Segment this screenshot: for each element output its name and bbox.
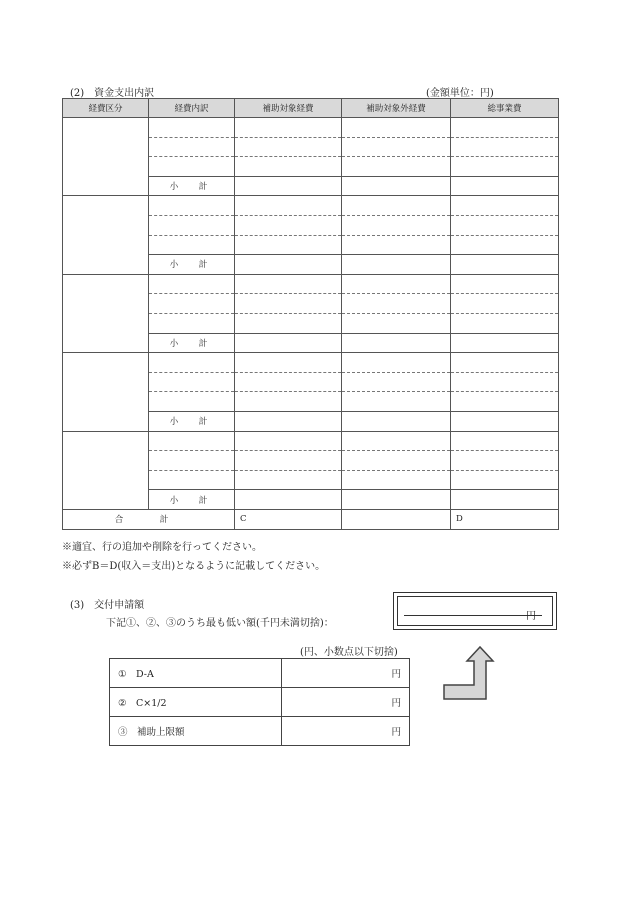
calc-row (110, 688, 410, 717)
category-cell[interactable] (63, 431, 149, 509)
calculation-table (109, 658, 410, 746)
table-row (63, 274, 559, 294)
total-cost-cell[interactable] (451, 215, 559, 235)
eligible-cell[interactable] (235, 451, 342, 471)
calc-row (110, 717, 410, 746)
table-row (63, 353, 559, 373)
header-ineligible: 補助対象外経費 (342, 99, 451, 118)
total-d-cell[interactable]: D (451, 509, 559, 529)
unit-label: (金額単位：円) (426, 88, 494, 99)
breakdown-cell[interactable] (149, 353, 235, 373)
breakdown-cell[interactable] (149, 235, 235, 255)
expenditure-body (63, 118, 559, 510)
expenditure-table (62, 98, 559, 530)
ineligible-cell[interactable] (342, 313, 451, 333)
total-cost-cell[interactable] (451, 176, 559, 196)
calc-row (110, 659, 410, 688)
category-cell[interactable] (63, 196, 149, 274)
ineligible-cell[interactable] (342, 137, 451, 157)
ineligible-cell[interactable] (342, 470, 451, 490)
calc-label-1: ① D-A (110, 659, 282, 688)
table-row (63, 118, 559, 138)
ineligible-cell[interactable] (342, 392, 451, 412)
ineligible-cell[interactable] (342, 372, 451, 392)
section3-instruction: 下記①、②、③のうち最も低い額(千円未満切捨)： (106, 618, 334, 629)
note-2: ※必ずB＝D(収入＝支出)となるように記載してください。 (62, 561, 326, 572)
ineligible-cell[interactable] (342, 294, 451, 314)
table-header-row (63, 99, 559, 118)
ineligible-cell[interactable] (342, 490, 451, 510)
section2-title: (2) 資金支出内訳 (70, 88, 155, 99)
total-cost-cell[interactable] (451, 255, 559, 275)
eligible-cell[interactable] (235, 118, 342, 138)
breakdown-cell[interactable] (149, 196, 235, 216)
total-cost-cell[interactable] (451, 118, 559, 138)
eligible-cell[interactable] (235, 255, 342, 275)
breakdown-cell[interactable] (149, 118, 235, 138)
table-row (63, 431, 559, 451)
breakdown-cell[interactable] (149, 451, 235, 471)
subtotal-label: 小 計 (149, 255, 235, 275)
table-row (63, 196, 559, 216)
note-1: ※適宜、行の追加や削除を行ってください。 (62, 542, 262, 553)
total-cost-cell[interactable] (451, 137, 559, 157)
total-row (63, 509, 559, 529)
total-cost-cell[interactable] (451, 392, 559, 412)
eligible-cell[interactable] (235, 431, 342, 451)
eligible-cell[interactable] (235, 274, 342, 294)
ineligible-cell[interactable] (342, 176, 451, 196)
ineligible-cell[interactable] (342, 196, 451, 216)
header-total-cost: 総事業費 (451, 99, 559, 118)
breakdown-cell[interactable] (149, 431, 235, 451)
total-cost-cell[interactable] (451, 411, 559, 431)
total-ineligible-cell[interactable] (342, 509, 451, 529)
ineligible-cell[interactable] (342, 333, 451, 353)
eligible-cell[interactable] (235, 490, 342, 510)
calc-label-2: ② C×1/2 (110, 688, 282, 717)
eligible-cell[interactable] (235, 392, 342, 412)
header-eligible: 補助対象経費 (235, 99, 342, 118)
eligible-cell[interactable] (235, 470, 342, 490)
total-cost-cell[interactable] (451, 235, 559, 255)
eligible-cell[interactable] (235, 313, 342, 333)
calc-value-3[interactable]: 円 (282, 717, 410, 746)
total-cost-cell[interactable] (451, 490, 559, 510)
breakdown-cell[interactable] (149, 215, 235, 235)
application-amount-underline (404, 615, 542, 616)
header-breakdown: 経費内訳 (149, 99, 235, 118)
up-arrow-icon (440, 643, 496, 703)
breakdown-cell[interactable] (149, 372, 235, 392)
total-cost-cell[interactable] (451, 470, 559, 490)
eligible-cell[interactable] (235, 294, 342, 314)
total-cost-cell[interactable] (451, 313, 559, 333)
eligible-cell[interactable] (235, 372, 342, 392)
total-cost-cell[interactable] (451, 196, 559, 216)
calc-label-3: ③ 補助上限額 (110, 717, 282, 746)
total-cost-cell[interactable] (451, 353, 559, 373)
category-cell[interactable] (63, 274, 149, 352)
total-cost-cell[interactable] (451, 451, 559, 471)
total-cost-cell[interactable] (451, 333, 559, 353)
breakdown-cell[interactable] (149, 313, 235, 333)
breakdown-cell[interactable] (149, 392, 235, 412)
subtotal-label: 小 計 (149, 333, 235, 353)
calc-value-2[interactable]: 円 (282, 688, 410, 717)
total-c-cell[interactable]: C (235, 509, 342, 529)
eligible-cell[interactable] (235, 411, 342, 431)
breakdown-cell[interactable] (149, 137, 235, 157)
ineligible-cell[interactable] (342, 118, 451, 138)
subtotal-label: 小 計 (149, 176, 235, 196)
breakdown-cell[interactable] (149, 470, 235, 490)
ineligible-cell[interactable] (342, 411, 451, 431)
ineligible-cell[interactable] (342, 431, 451, 451)
ineligible-cell[interactable] (342, 235, 451, 255)
breakdown-cell[interactable] (149, 274, 235, 294)
eligible-cell[interactable] (235, 353, 342, 373)
total-cost-cell[interactable] (451, 372, 559, 392)
eligible-cell[interactable] (235, 196, 342, 216)
ineligible-cell[interactable] (342, 157, 451, 177)
ineligible-cell[interactable] (342, 274, 451, 294)
application-amount-unit: 円 (526, 611, 536, 622)
application-amount-box[interactable] (393, 592, 557, 630)
eligible-cell[interactable] (235, 137, 342, 157)
total-cost-cell[interactable] (451, 157, 559, 177)
ineligible-cell[interactable] (342, 215, 451, 235)
subtotal-label: 小 計 (149, 411, 235, 431)
total-cost-cell[interactable] (451, 431, 559, 451)
ineligible-cell[interactable] (342, 451, 451, 471)
eligible-cell[interactable] (235, 333, 342, 353)
total-cost-cell[interactable] (451, 294, 559, 314)
eligible-cell[interactable] (235, 176, 342, 196)
ineligible-cell[interactable] (342, 353, 451, 373)
eligible-cell[interactable] (235, 215, 342, 235)
category-cell[interactable] (63, 353, 149, 431)
ineligible-cell[interactable] (342, 255, 451, 275)
category-cell[interactable] (63, 118, 149, 196)
eligible-cell[interactable] (235, 157, 342, 177)
section3-title: (3) 交付申請額 (70, 600, 145, 611)
subtotal-label: 小 計 (149, 490, 235, 510)
breakdown-cell[interactable] (149, 294, 235, 314)
calc-value-1[interactable]: 円 (282, 659, 410, 688)
header-category: 経費区分 (63, 99, 149, 118)
breakdown-cell[interactable] (149, 157, 235, 177)
total-cost-cell[interactable] (451, 274, 559, 294)
total-label: 合 計 (63, 509, 235, 529)
eligible-cell[interactable] (235, 235, 342, 255)
rounding-note: (円、小数点以下切捨) (300, 647, 398, 658)
